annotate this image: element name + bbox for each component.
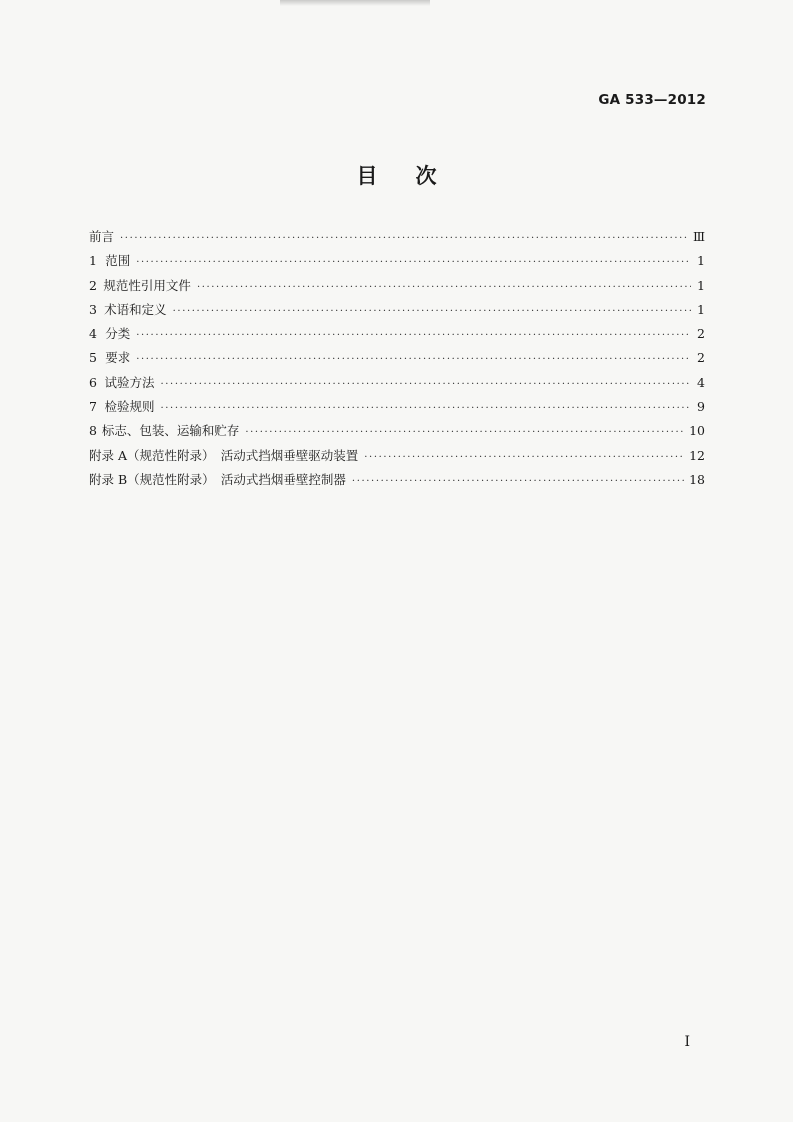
toc-number: 4: [89, 326, 97, 342]
leader-dots: [352, 476, 685, 487]
toc-label: 分类: [105, 326, 131, 342]
toc-number: 5: [89, 350, 97, 366]
toc-number: 6: [89, 374, 97, 390]
leader-dots: [197, 282, 691, 293]
toc-entry-inspection-rules[interactable]: [89, 397, 705, 421]
toc-entry-scope[interactable]: [89, 251, 705, 275]
toc-label: 附录 A（规范性附录） 活动式挡烟垂壁驱动装置: [89, 447, 359, 463]
toc-label: 规范性引用文件: [103, 277, 191, 293]
toc-label: 附录 B（规范性附录） 活动式挡烟垂壁控制器: [89, 471, 346, 487]
leader-dots: [136, 330, 691, 341]
toc-page-number: 18: [689, 471, 705, 487]
toc-label: 术语和定义: [104, 301, 167, 317]
leader-dots: [173, 306, 691, 317]
toc-label: 前言: [89, 229, 115, 244]
toc-label: 要求: [105, 350, 131, 366]
toc-entry-terms-definitions[interactable]: [89, 300, 705, 324]
toc-page-number: 1: [697, 277, 705, 293]
leader-dots: [364, 452, 685, 463]
toc-label: 范围: [105, 253, 131, 269]
toc-page-number: 9: [697, 399, 705, 415]
toc-number: 1: [89, 253, 97, 269]
table-of-contents: [89, 227, 705, 494]
toc-entry-normative-references[interactable]: [89, 276, 705, 300]
toc-entry-classification[interactable]: [89, 324, 705, 348]
toc-number: 8: [89, 423, 97, 439]
toc-page-number: 1: [697, 253, 705, 269]
toc-entry-annex-b[interactable]: [89, 470, 705, 494]
leader-dots: [161, 403, 692, 414]
toc-page-number: 2: [697, 350, 705, 366]
toc-entry-annex-a[interactable]: [89, 446, 705, 470]
page-folio: I: [684, 1034, 690, 1050]
leader-dots: [245, 427, 685, 438]
toc-number: 2: [89, 277, 97, 293]
toc-number: 7: [89, 399, 97, 415]
toc-entry-foreword[interactable]: [89, 227, 705, 251]
toc-label: 检验规则: [104, 399, 155, 415]
toc-page-number: Ⅲ: [692, 229, 705, 244]
toc-entry-test-methods[interactable]: [89, 373, 705, 397]
toc-entry-marking-packaging[interactable]: [89, 421, 705, 445]
toc-page-number: 2: [697, 326, 705, 342]
toc-label: 试验方法: [104, 374, 155, 390]
leader-dots: [120, 233, 689, 244]
toc-page-number: 4: [697, 374, 705, 390]
toc-page-number: 10: [689, 423, 705, 439]
leader-dots: [161, 379, 692, 390]
toc-page-number: 12: [689, 447, 705, 463]
toc-entry-requirements[interactable]: [89, 348, 705, 372]
scan-edge-shadow: [280, 0, 430, 6]
toc-title-char-2: 次: [415, 164, 437, 188]
toc-page-number: 1: [697, 301, 705, 317]
toc-label: 标志、包装、运输和贮存: [101, 423, 240, 439]
toc-title-char-1: 目: [356, 164, 378, 188]
toc-number: 3: [89, 301, 97, 317]
toc-title: [0, 160, 793, 190]
standard-code: GA 533—2012: [598, 92, 706, 108]
leader-dots: [136, 257, 691, 268]
leader-dots: [136, 354, 691, 365]
